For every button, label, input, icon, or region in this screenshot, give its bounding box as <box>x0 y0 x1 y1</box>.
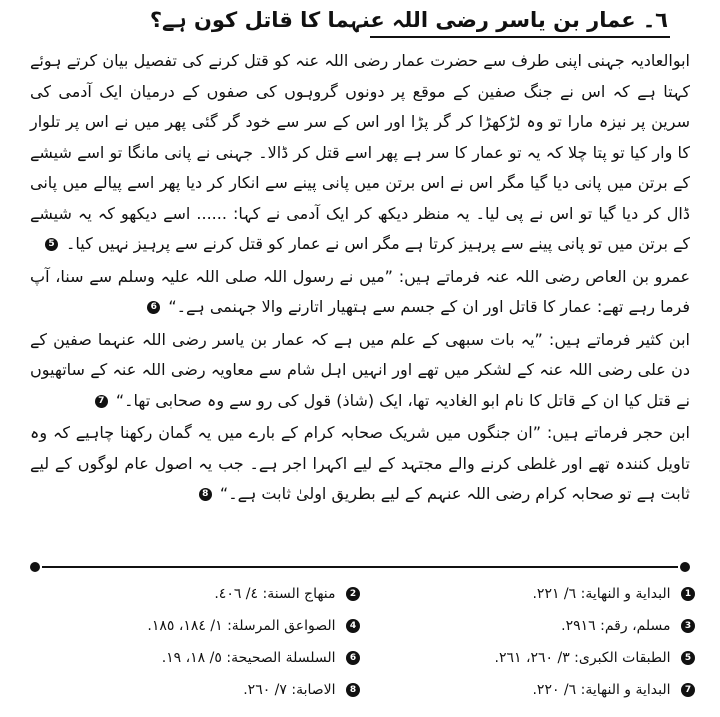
footnote-number: 2 <box>346 587 360 601</box>
paragraph-text: ابوالعادیہ جہنی اپنی طرف سے حضرت عمار رضی اللہ عنہ کو قتل کرنے کی تفصیل بیان کرتے ہوئے کہتا ہے کہ اس نے جنگ صفین کے موقع پر دونوں گروہوں کی صفوں کے درمیان ایک آدمی کی سرین پر نیزہ مارا تو وہ لڑکھڑا کر گر پڑا اور اس کے سر سے خود گر گئی پھر میں نے اس پر تلوار کا وار کیا تو پتا چلا کہ یہ تو عمار کا سر ہے پھر اسے قتل کر ڈالا۔ جہنی نے پانی مانگا تو اسے شیشے کے برتن میں پانی دیا گیا مگر اس نے اس برتن میں پانی پینے سے انکار کر دیا پھر اسے پیالے میں پانی ڈال کر دیا گیا تو اس نے پی لیا۔ یہ منظر دیکھ کر ایک آدمی نے کہا: ...... اسے دیکھو کہ یہ شیشے کے برتن میں تو پانی پینے سے پرہیز کرتا ہے مگر اس نے عمار کو قتل کرنے سے پرہیز نہیں کیا۔ <box>30 51 690 253</box>
paragraph-ibn-kathir <box>30 325 690 417</box>
reference-marker: 5 <box>45 238 58 251</box>
paragraph-abul-adiyah <box>30 46 690 260</box>
footnote-number: 5 <box>681 651 695 665</box>
footnote-number: 3 <box>681 619 695 633</box>
footnote-item <box>25 642 360 674</box>
footnote-text: الصواعق المرسلة: ١/ ١٨٤، ١٨٥. <box>147 618 336 634</box>
footnote-number: 1 <box>681 587 695 601</box>
footnote-item <box>25 610 360 642</box>
footnote-row <box>25 578 695 610</box>
footnote-number: 6 <box>346 651 360 665</box>
reference-marker: 7 <box>95 395 108 408</box>
footnote-item <box>360 674 695 706</box>
footnote-item <box>25 578 360 610</box>
footnote-divider <box>30 560 690 574</box>
footnote-item <box>25 674 360 706</box>
paragraph-text: عمرو بن العاص رضی اللہ عنہ فرماتے ہیں: ”میں نے رسول اللہ صلی اللہ علیہ وسلم سے سنا، آپ فرما رہے تھے: عمار کا قاتل اور ان کے جسم سے ہتھیار اتارنے والا جہنمی ہے۔“ <box>30 266 690 316</box>
footnote-text: مسلم، رقم: ٢٩١٦. <box>561 618 671 634</box>
footnote-number: 4 <box>346 619 360 633</box>
footnote-row <box>25 674 695 706</box>
footnote-text: منهاج السنة: ٤/ ٤٠٦. <box>214 586 336 602</box>
footnote-text: البداية و النهاية: ٦/ ٢٢٠. <box>532 682 671 698</box>
footnote-row <box>25 642 695 674</box>
footnote-number: 8 <box>346 683 360 697</box>
footnote-item <box>360 578 695 610</box>
footnote-text: السلسلة الصحيحة: ٥/ ١٨، ١٩. <box>161 650 336 666</box>
divider-dot <box>30 562 40 572</box>
divider-line <box>42 566 678 568</box>
footnote-number: 7 <box>681 683 695 697</box>
footnote-text: الطبقات الكبرى: ٣/ ٢٦٠، ٢٦١. <box>494 650 671 666</box>
reference-marker: 8 <box>199 488 212 501</box>
footnote-item <box>360 642 695 674</box>
footnote-text: البداية و النهاية: ٦/ ٢٢١. <box>532 586 671 602</box>
footnote-item <box>360 610 695 642</box>
paragraph-text: ابن کثیر فرماتے ہیں: ”یہ بات سبھی کے علم میں ہے کہ عمار بن یاسر رضی اللہ عنہما صفین کے دن علی رضی اللہ عنہ کے لشکر میں تھے اور انہیں اہل شام سے معاویہ رضی اللہ عنہ کے ساتھیوں نے قتل کیا ان کے قاتل کا نام ابو الغادیہ تھا، ایک (شاذ) قول کی رو سے وہ صحابی تھا۔“ <box>30 329 690 410</box>
footnotes <box>25 578 695 706</box>
section-heading: ٦۔ عمار بن یاسر رضی اللہ عنہما کا قاتل کون ہے؟ <box>149 8 668 32</box>
body-text <box>30 46 690 512</box>
footnote-row <box>25 610 695 642</box>
reference-marker: 6 <box>147 301 160 314</box>
paragraph-text: ابن حجر فرماتے ہیں: ”ان جنگوں میں شریک صحابہ کرام کے بارے میں یہ گمان رکھنا چاہیے کہ وہ تاویل کنندہ تھے اور غلطی کرنے والے مجتہد کے لیے اکہرا اجر ہے۔ جب یہ اصول عام لوگوں کے لیے ثابت ہے تو صحابہ کرام رضی اللہ عنہم کے لیے بطریق اولیٰ ثابت ہے۔“ <box>30 423 690 503</box>
paragraph-amr-ibn-al-as <box>30 262 690 323</box>
divider-dot <box>680 562 690 572</box>
footnote-text: الاصابة: ٧/ ٢٦٠. <box>243 682 336 698</box>
heading-underline <box>370 36 670 38</box>
paragraph-ibn-hajar <box>30 418 690 510</box>
